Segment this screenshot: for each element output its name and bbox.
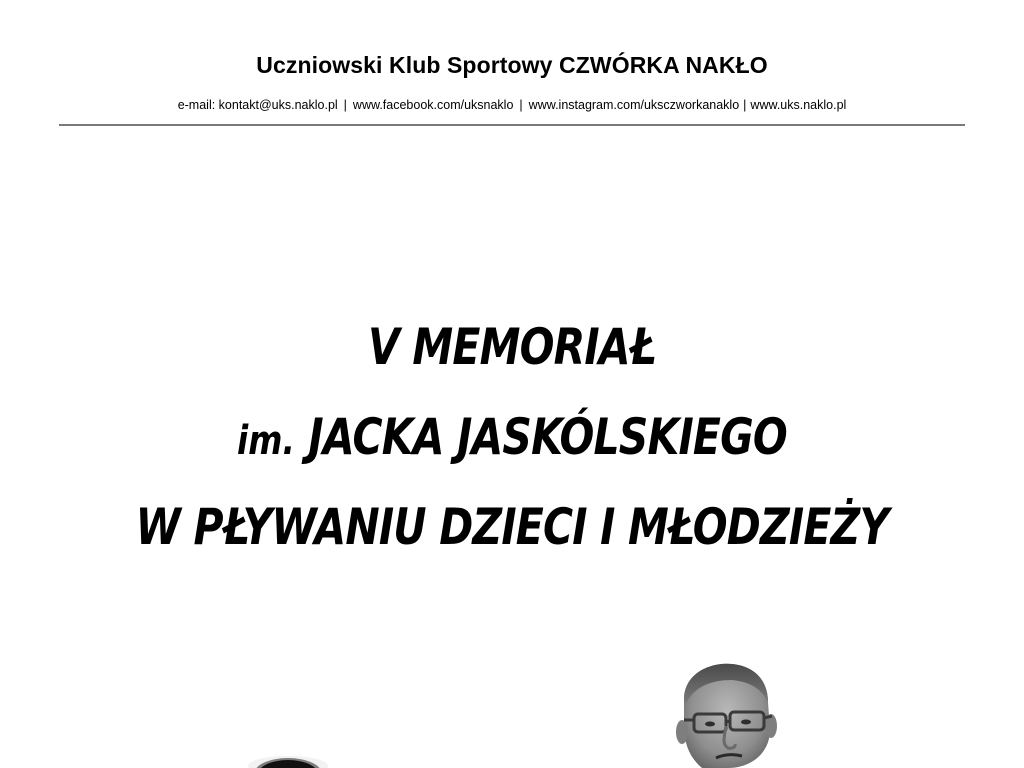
portrait-image	[672, 660, 782, 768]
email-link[interactable]: e-mail: kontakt@uks.naklo.pl	[177, 98, 338, 112]
headline-name: JACKA JASKÓLSKIEGO	[308, 408, 787, 466]
separator: |	[743, 98, 747, 112]
website-link[interactable]: www.uks.naklo.pl	[750, 98, 847, 112]
portrait-photo-right	[672, 660, 782, 768]
headline-prefix: im.	[237, 418, 295, 464]
portrait-photo-left	[240, 752, 330, 768]
headline-line-1: V MEMORIAŁ	[368, 318, 656, 376]
contact-line	[0, 98, 1024, 112]
facebook-link[interactable]: www.facebook.com/uksnaklo	[352, 98, 514, 112]
headline-line-3: W PŁYWANIU DZIECI I MŁODZIEŻY	[135, 498, 889, 556]
separator: |	[343, 98, 347, 112]
header-divider	[59, 124, 965, 126]
club-name-title: Uczniowski Klub Sportowy CZWÓRKA NAKŁO	[256, 52, 768, 78]
headline-line-2	[92, 408, 932, 466]
portrait-image	[240, 752, 330, 768]
instagram-link[interactable]: www.instagram.com/uksczworkanaklo	[528, 98, 740, 112]
separator: |	[519, 98, 523, 112]
